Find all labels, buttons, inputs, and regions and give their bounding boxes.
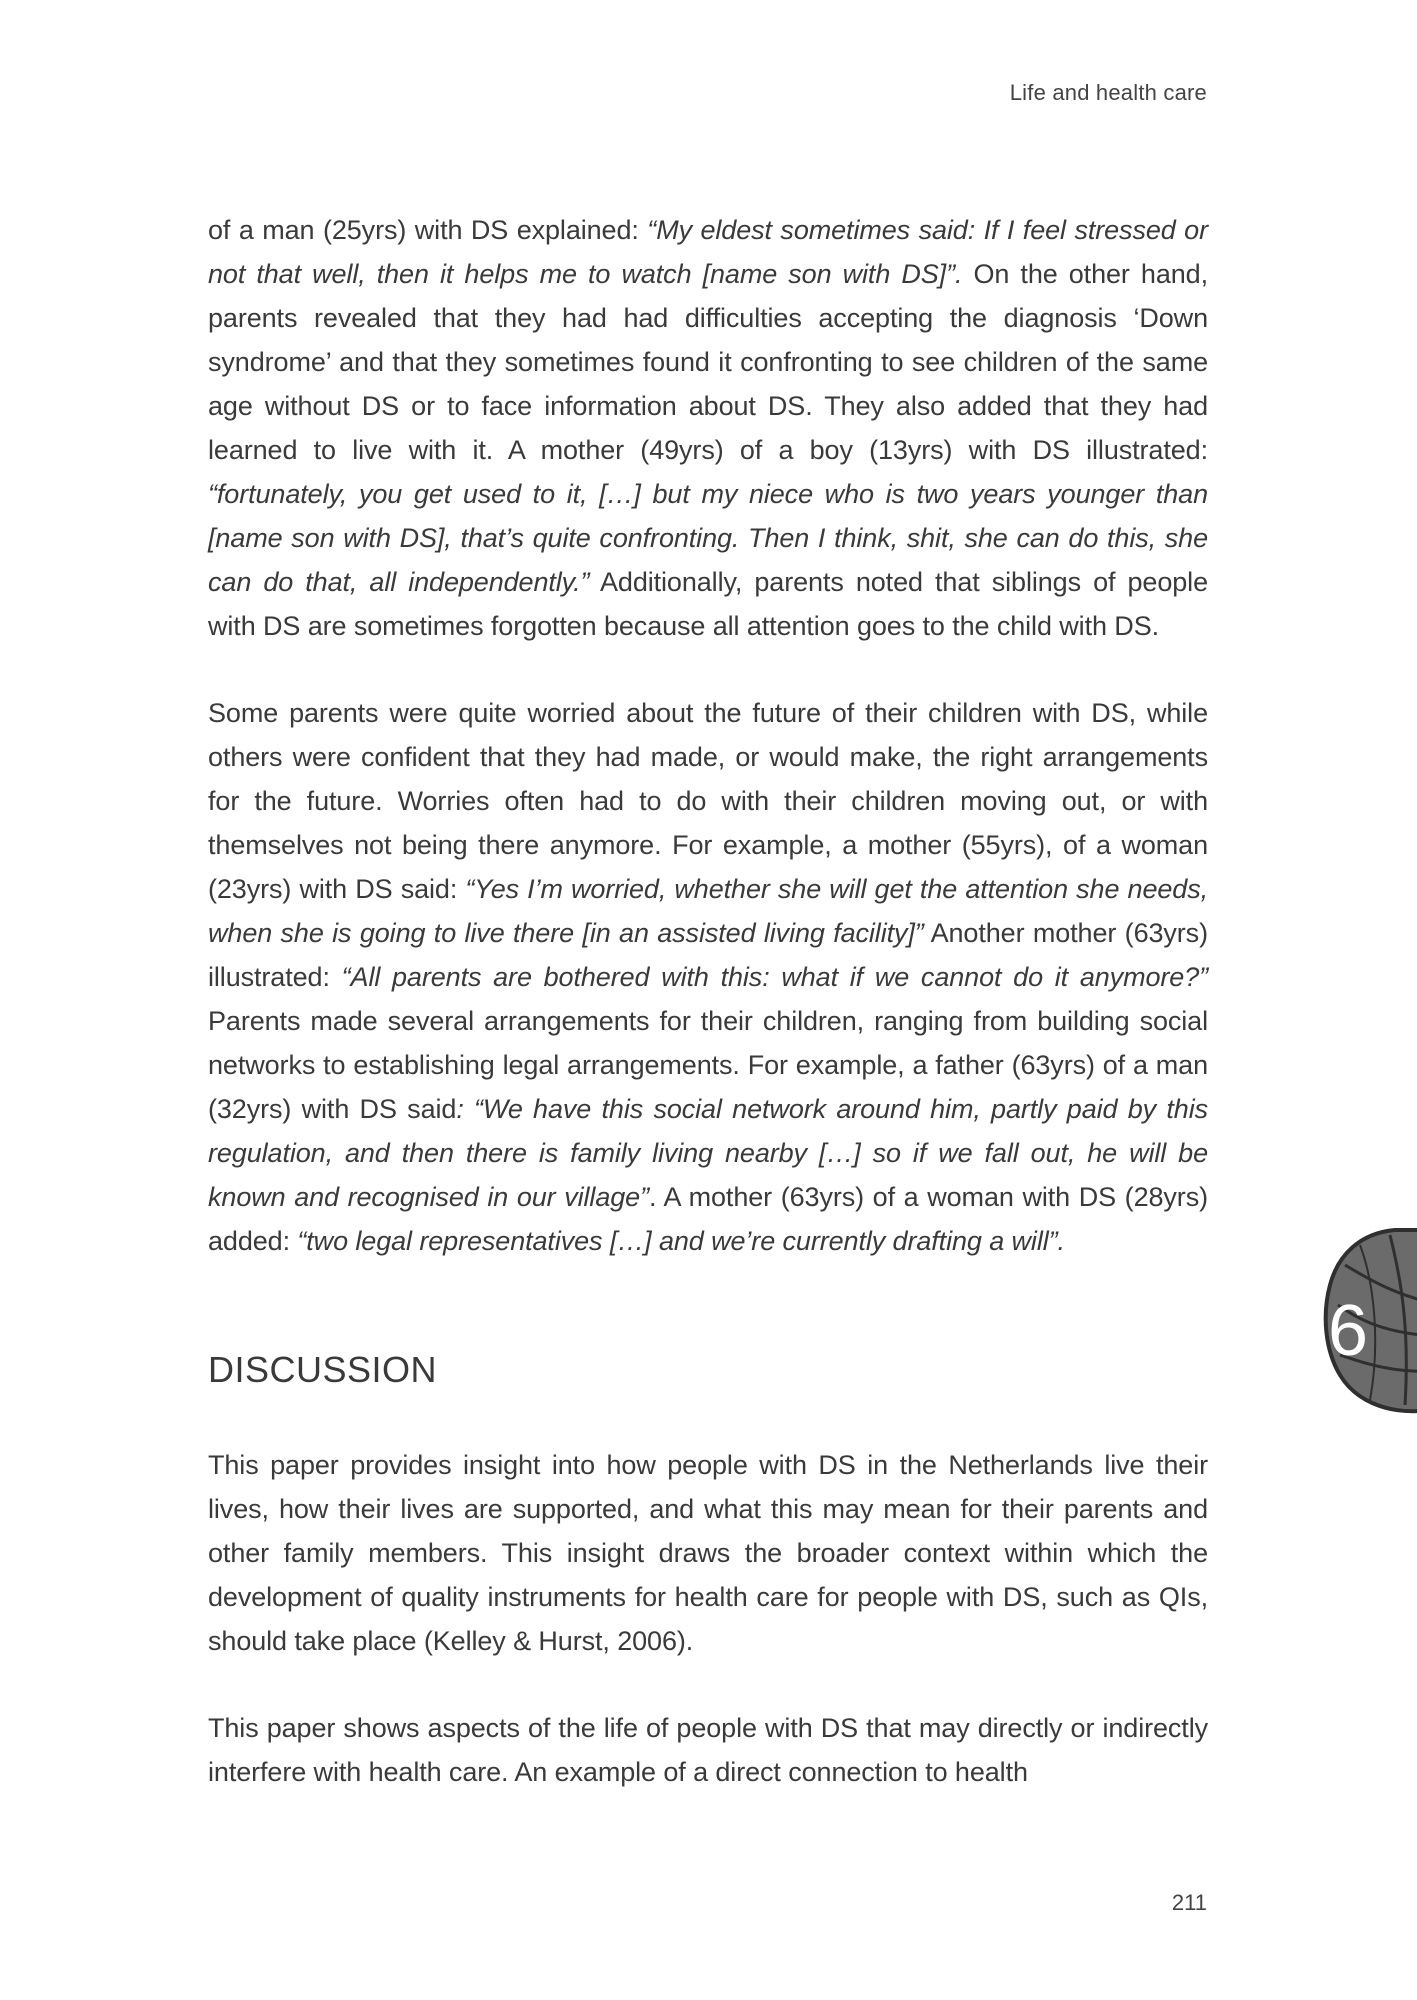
quote-text: “All parents are bothered with this: what if we cannot do it anymore?” [341, 962, 1208, 992]
quote-text: “My eldest sometimes said: If I feel stressed or not that well, then it helps me to watch [name son with DS]”. [208, 215, 1208, 289]
paragraph [208, 691, 1208, 1263]
section-heading: DISCUSSION [208, 1349, 438, 1390]
body-text: Parents made several arrangements for their children, ranging from building social networks to establishing legal arrangements. For example, a father (63yrs) of a man (32yrs) with DS said [208, 1006, 1208, 1124]
paragraph [208, 1706, 1208, 1794]
paragraph [208, 208, 1208, 648]
body-text: On the other hand, parents revealed that they had had difficulties accepting the diagnosis ‘Down syndrome’ and that they sometimes found it confronting to see children of the same age without DS or to face information about DS. They also added that they had learned to live with it. A mother (49yrs) of a boy (13yrs) with DS illustrated: [208, 259, 1208, 465]
main-content [208, 208, 1208, 1794]
body-text: This paper provides insight into how people with DS in the Netherlands live their lives, how their lives are supported, and what this may mean for their parents and other family members. This insight draws the broader context within which the development of quality instruments for health care for people with DS, such as QIs, should take place (Kelley & Hurst, 2006). [208, 1450, 1208, 1656]
quote-text: “fortunately, you get used to it, […] but my niece who is two years younger than [name son with DS], that’s quite confronting. Then I think, shit, she can do this, she can do that, all independently.” [208, 479, 1208, 597]
body-text: Another mother (63yrs) illustrated: [208, 918, 1208, 992]
quote-text: “Yes I’m worried, whether she will get the attention she needs, when she is going to live there [in an assisted living facility]” [208, 874, 1209, 948]
body-text: of a man (25yrs) with DS explained: [208, 215, 648, 245]
body-text: Some parents were quite worried about the future of their children with DS, while others were confident that they had made, or would make, the right arrangements for the future. Worries often had to do with their children moving out, or with themselves not being there anymore. For example, a mother (55yrs), of a woman (23yrs) with DS said: [208, 698, 1208, 904]
chapter-number: 6 [1328, 1291, 1369, 1371]
body-text: Additionally, parents noted that siblings of people with DS are sometimes forgotten because all attention goes to the child with DS. [208, 567, 1208, 641]
body-text: . A mother (63yrs) of a woman with DS (28yrs) added: [208, 1182, 1208, 1256]
quote-text: : “We have this social network around him, partly paid by this regulation, and then there is family living nearby […] so if we fall out, he will be known and recognised in our village” [208, 1094, 1208, 1212]
page-number: 211 [1171, 1890, 1207, 1915]
running-header: Life and health care [1009, 80, 1207, 105]
quote-text: “two legal representatives […] and we’re currently drafting a will”. [297, 1226, 1065, 1256]
body-text: This paper shows aspects of the life of people with DS that may directly or indirectly interfere with health care. An example of a direct connection to health [208, 1713, 1208, 1787]
paragraph [208, 1443, 1208, 1663]
